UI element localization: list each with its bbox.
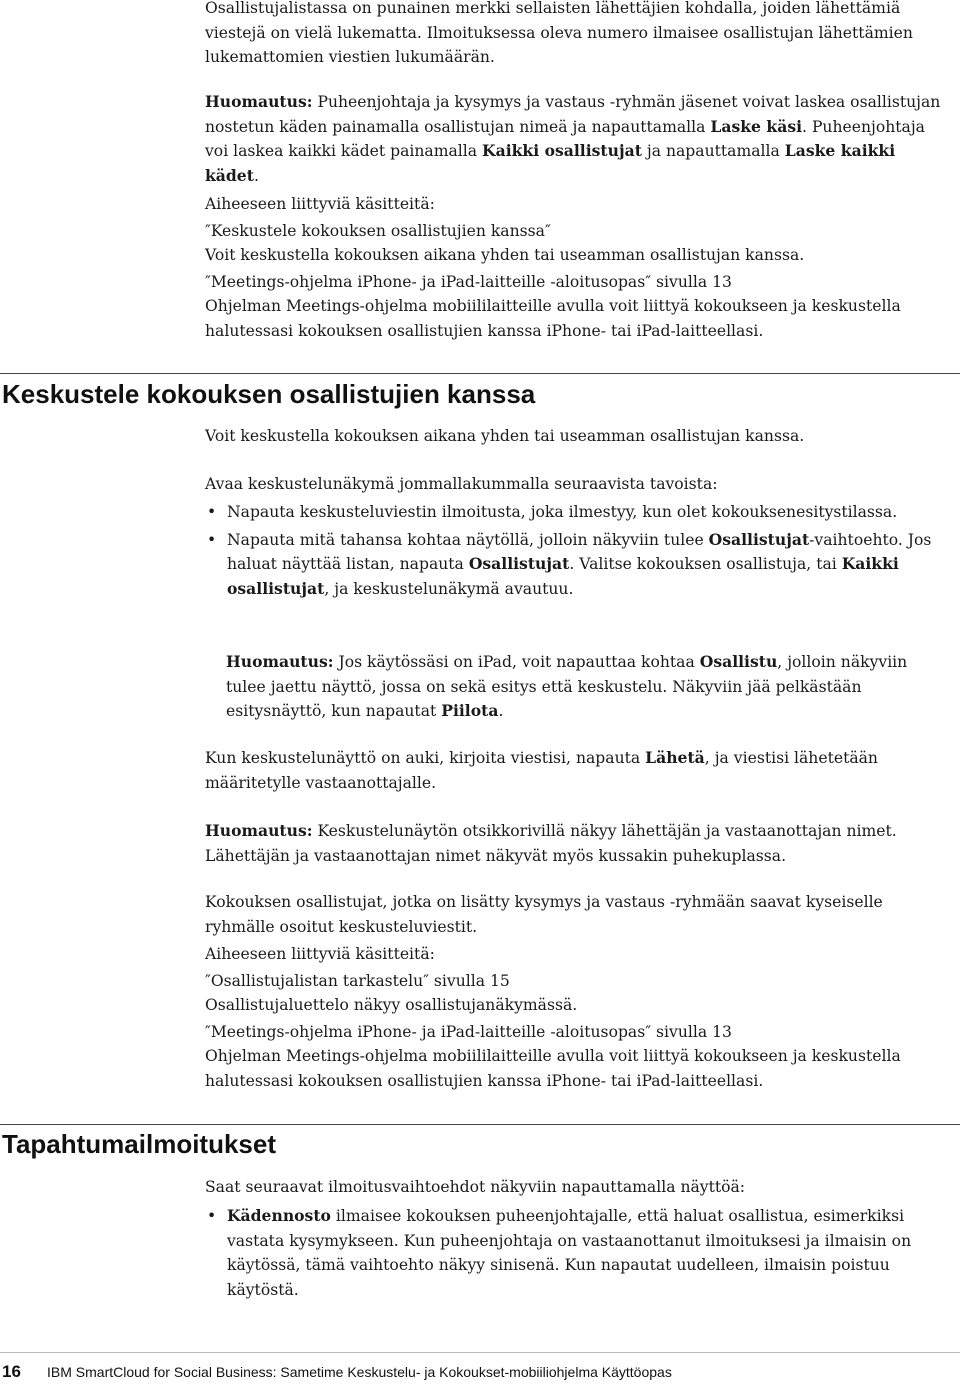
qa-group-paragraph: Kokouksen osallistujat, jotka on lisätty kysymys ja vastaus -ryhmään saavat kyseiselle ryhmälle osoitut keskusteluviestit. — [205, 893, 883, 936]
send-message-paragraph: Kun keskustelunäyttö on auki, kirjoita viestisi, napauta Lähetä, ja viestisi lähetetään määritetylle vastaanottajalle. — [205, 748, 878, 792]
participant-list-paragraph: Osallistujalistassa on punainen merkki sellaisten lähettäjien kohdalla, joiden lähettämiä viestejä on vielä lukematta. Ilmoituksessa oleva numero ilmaisee osallistujan lähettämien lukemattomien viestien lukumäärän. — [205, 0, 913, 66]
related-link-getting-started[interactable]: ″Meetings-ohjelma iPhone- ja iPad-laitteille -aloitusopas″ sivulla 13 — [205, 1022, 732, 1041]
section-heading-events: Tapahtumailmoitukset — [2, 1129, 277, 1159]
chat-lead: Avaa keskustelunäkymä jommallakummalla seuraavista tavoista: — [205, 475, 718, 493]
section-heading-chat: Keskustele kokouksen osallistujien kanssa — [2, 379, 536, 409]
note-ipad: Huomautus: Jos käytössäsi on iPad, voit napauttaa kohtaa Osallistu, jolloin näkyviin tulee jaettu näyttö, jossa on sekä esitys että keskustelu. Näkyviin jää pelkästään esitysnäyttö, kun napautat Piilota. — [226, 652, 908, 720]
note-label: Huomautus: — [205, 821, 313, 840]
note-label: Huomautus: — [226, 652, 334, 671]
chat-intro: Voit keskustella kokouksen aikana yhden tai useamman osallistujan kanssa. — [205, 427, 805, 445]
related-concepts-2 — [205, 942, 950, 1093]
related-link-getting-started[interactable]: ″Meetings-ohjelma iPhone- ja iPad-laitteille -aloitusopas″ sivulla 13 — [205, 272, 732, 291]
section-divider — [0, 373, 960, 374]
events-intro: Saat seuraavat ilmoitusvaihtoehdot näkyviin napauttamalla näyttöä: — [205, 1178, 746, 1196]
note-lower-hands: Huomautus: Puheenjohtaja ja kysymys ja vastaus -ryhmän jäsenet voivat laskea osallistujan nostetun käden painamalla osallistujan nimeä ja napauttamalla Laske käsi. Puheenjohtaja voi laskea kaikki kädet painamalla Kaikki osallistujat ja napauttamalla Laske kaikki kädet. — [205, 92, 941, 185]
section-divider — [0, 1124, 960, 1125]
related-concepts-heading: Aiheeseen liittyviä käsitteitä: — [205, 945, 435, 963]
page-number: 16 — [2, 1362, 21, 1381]
related-link-getting-started-desc: Ohjelman Meetings-ohjelma mobiililaitteille avulla voit liittyä kokoukseen ja keskustella halutessasi kokouksen osallistujien kanssa iPhone- tai iPad-laitteellasi. — [205, 297, 901, 340]
note-title-bar: Huomautus: Keskustelunäytön otsikkorivillä näkyy lähettäjän ja vastaanottajan nimet. Lähettäjän ja vastaanottajan nimet näkyvät myös kussakin puhekuplassa. — [205, 821, 897, 865]
list-item: • Napauta keskusteluviestin ilmoitusta, joka ilmestyy, kun olet kokouksenesitystilassa. — [205, 500, 950, 525]
related-link-participant-list[interactable]: ″Osallistujalistan tarkastelu″ sivulla 15 — [205, 971, 510, 990]
note-label: Huomautus: — [205, 92, 313, 111]
chat-open-methods-list — [205, 500, 950, 601]
related-link-chat-desc: Voit keskustella kokouksen aikana yhden tai useamman osallistujan kanssa. — [205, 246, 805, 264]
list-item: • Napauta mitä tahansa kohtaa näytöllä, jolloin näkyviin tulee Osallistujat-vaihtoehto. Jos haluat näyttää listan, napauta Osallistujat. Valitse kokouksen osallistuja, tai Kaikki osallistujat, ja keskustelunäkymä avautuu. — [205, 528, 950, 602]
related-link-participant-list-desc: Osallistujaluettelo näkyy osallistujanäkymässä. — [205, 996, 578, 1014]
related-link-chat[interactable]: ″Keskustele kokouksen osallistujien kanssa″ — [205, 221, 551, 240]
related-concepts-heading: Aiheeseen liittyviä käsitteitä: — [205, 195, 435, 213]
footer-title: IBM SmartCloud for Social Business: Sametime Keskustelu- ja Kokoukset-mobiiliohjelma Käyttöopas — [47, 1364, 672, 1380]
related-concepts-1 — [205, 192, 950, 343]
events-list — [205, 1204, 950, 1302]
list-item: • Kädennosto ilmaisee kokouksen puheenjohtajalle, että haluat osallistua, esimerkiksi vastata kysymykseen. Kun puheenjohtaja on vastaanottanut ilmoituksesi ja ilmaisin on käytössä, tämä vaihtoehto näkyy sinisenä. Kun napautat uudelleen, ilmaisin poistuu käytöstä. — [205, 1204, 950, 1302]
related-link-getting-started-desc: Ohjelman Meetings-ohjelma mobiililaitteille avulla voit liittyä kokoukseen ja keskustella halutessasi kokouksen osallistujien kanssa iPhone- tai iPad-laitteellasi. — [205, 1047, 901, 1090]
footer-rule — [0, 1352, 960, 1353]
